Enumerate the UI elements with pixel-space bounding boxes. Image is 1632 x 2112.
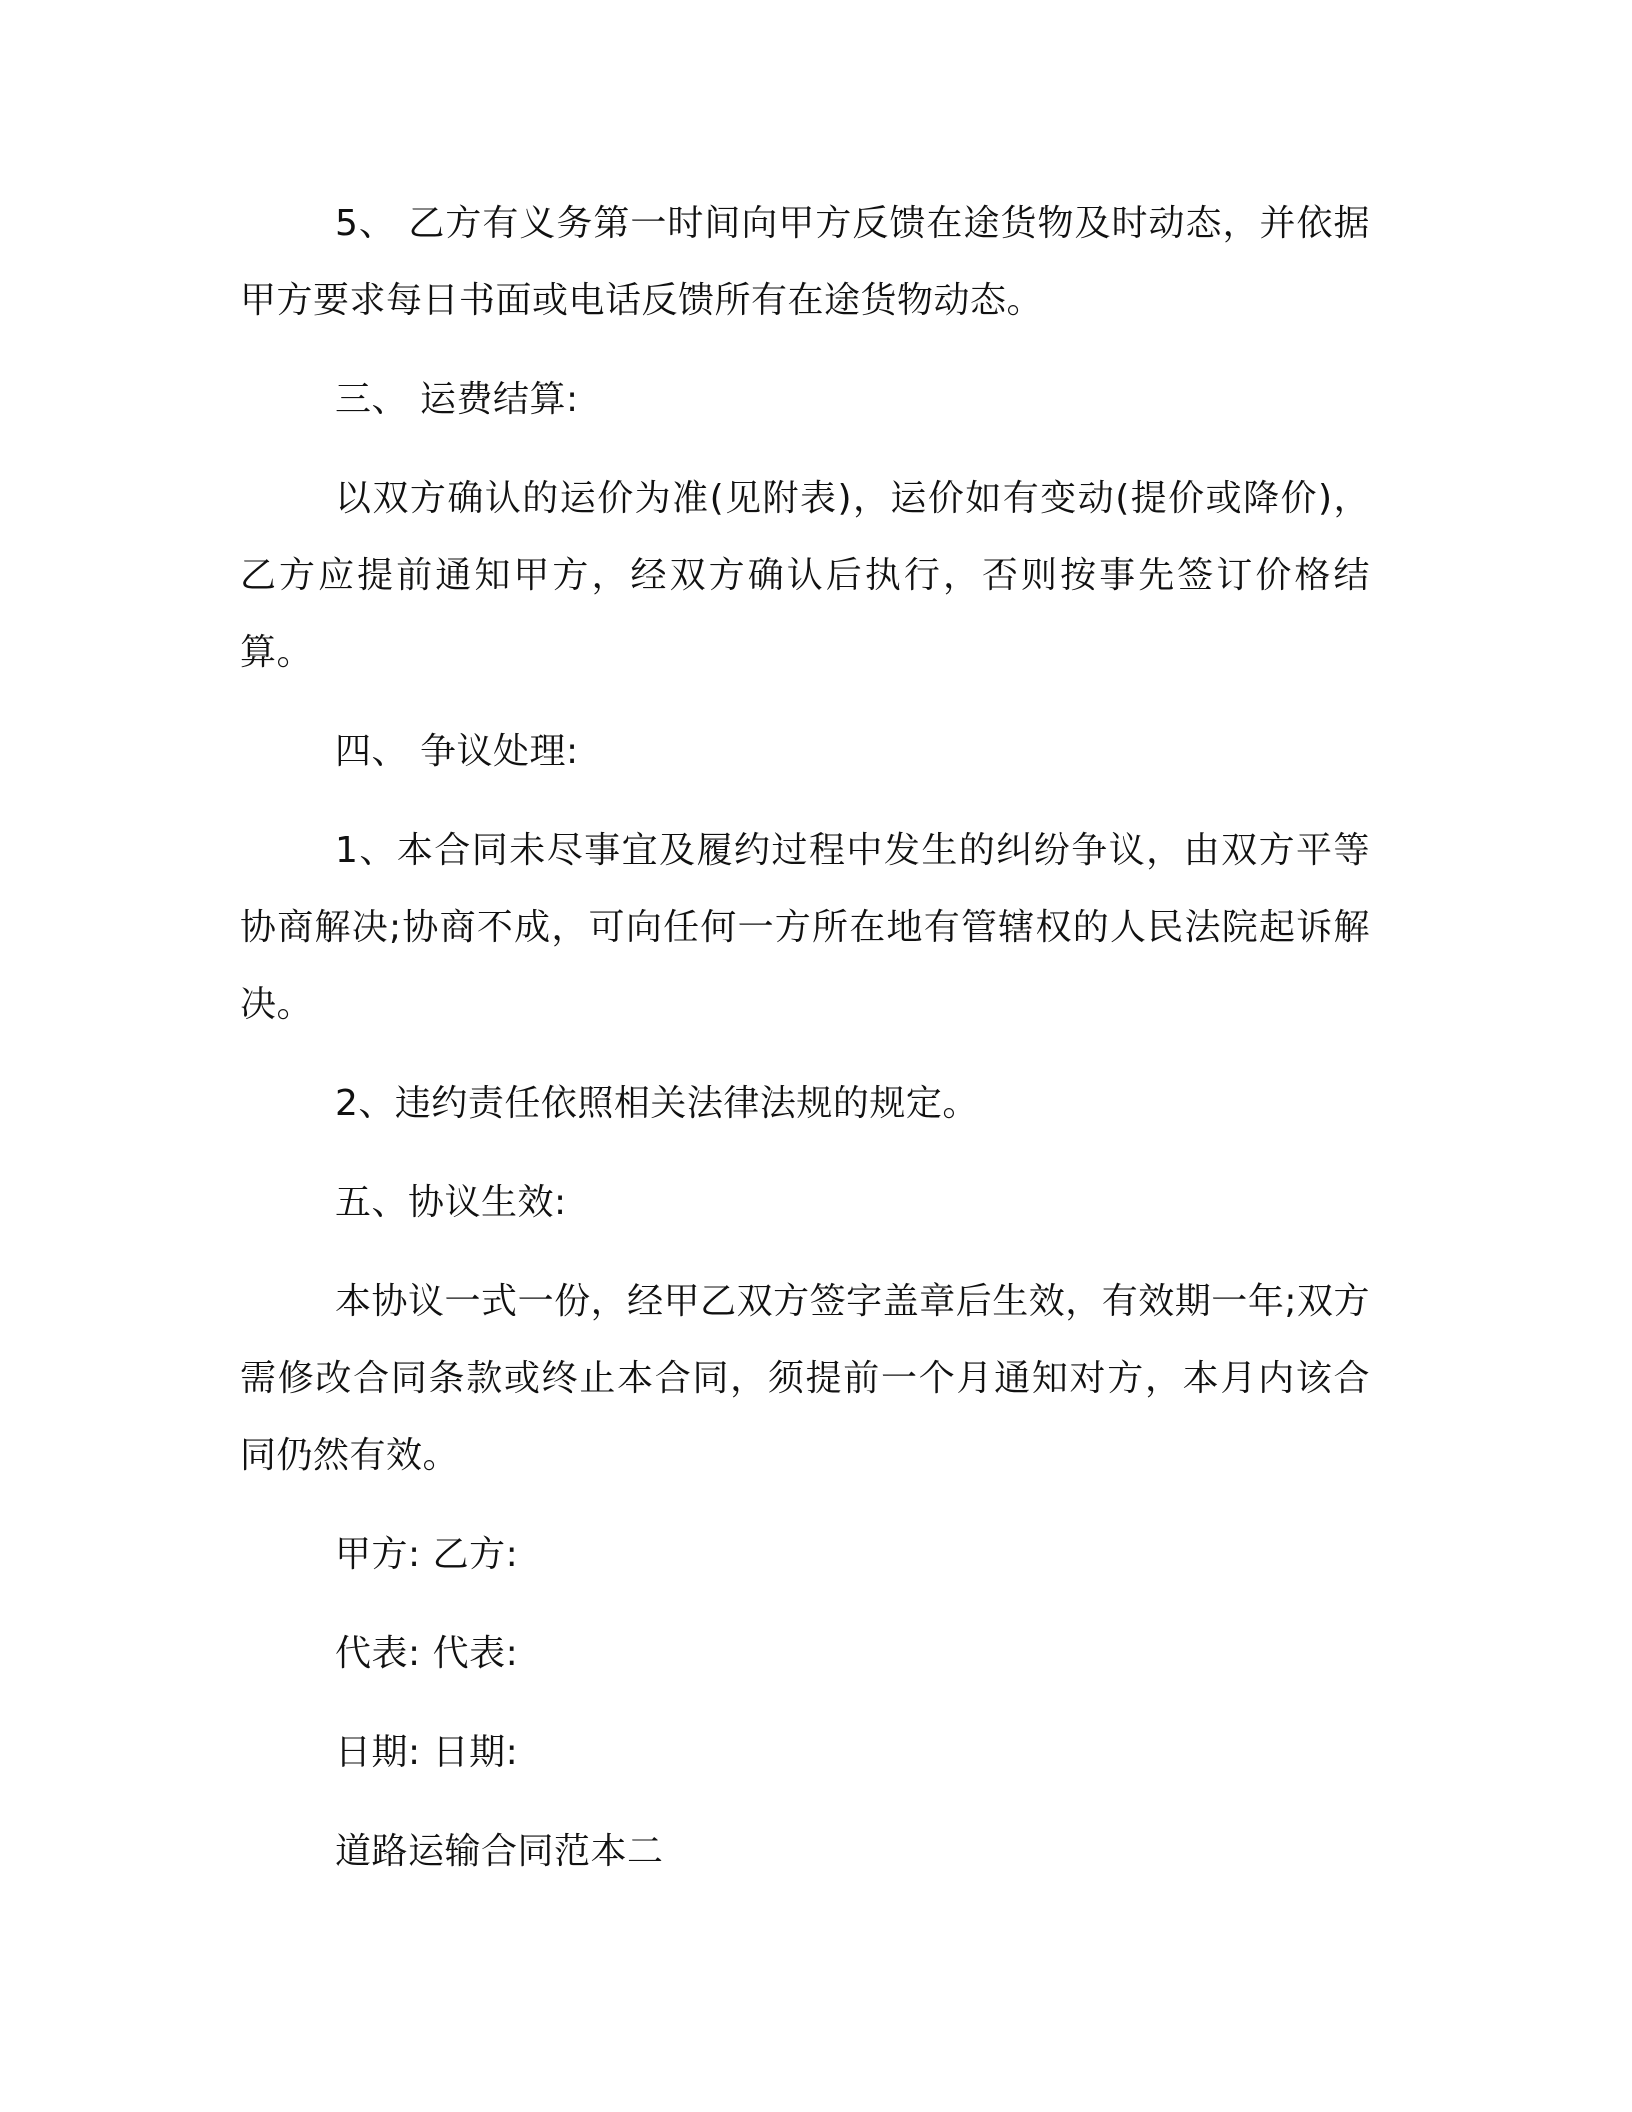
section-title-template-two: 道路运输合同范本二 [335,1831,664,1872]
paragraph-clause-5: 5、 乙方有义务第一时间向甲方反馈在途货物及时动态，并依据甲方要求每日书面或电话反馈所有在途货物动态。 [240,203,1370,321]
paragraph-freight-settlement: 以双方确认的运价为准(见附表)，运价如有变动(提价或降价)，乙方应提前通知甲方，经双方确认后执行，否则按事先签订价格结算。 [240,478,1370,673]
heading-agreement-effect: 五、协议生效: [335,1182,567,1223]
paragraph-dispute-1: 1、本合同未尽事宜及履约过程中发生的纠纷争议，由双方平等协商解决;协商不成，可向任何一方所在地有管辖权的人民法院起诉解决。 [240,830,1370,1025]
signature-party-line: 甲方: 乙方: [335,1534,519,1575]
document-page [240,185,1370,1890]
heading-dispute-handling: 四、 争议处理: [335,731,579,772]
signature-representative-line: 代表: 代表: [335,1633,519,1674]
heading-freight-settlement: 三、 运费结算: [335,379,579,420]
paragraph-agreement-effect: 本协议一式一份，经甲乙双方签字盖章后生效，有效期一年;双方需修改合同条款或终止本合同，须提前一个月通知对方，本月内该合同仍然有效。 [240,1281,1370,1476]
paragraph-dispute-2: 2、违约责任依照相关法律法规的规定。 [335,1083,979,1124]
signature-date-line: 日期: 日期: [335,1732,519,1773]
